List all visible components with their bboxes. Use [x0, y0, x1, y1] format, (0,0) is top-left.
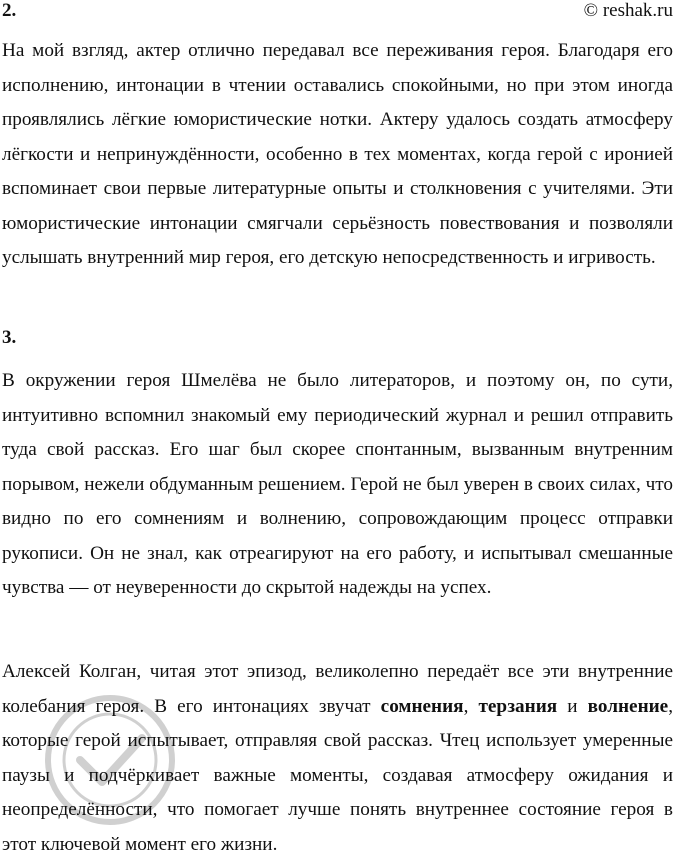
- section-3-paragraph-1: В окружении героя Шмелёва не было литераторов, и поэтому он, по сути, интуитивно вспомнил знакомый ему периодический журнал и решил отправить туда свой рассказ. Его шаг был скорее спонтанным, вызванным внутренним порывом, нежели обдуманным решением. Герой не был уверен в своих силах, что видно по его сомнениям и волнению, сопровождающим процесс отправки рукописи. Он не знал, как отреагируют на его работу, и испытывал смешанные чувства — от неуверенности до скрытой надежды на успех.: [2, 370, 673, 598]
- section-number-2: 2.: [2, 0, 17, 21]
- copyright-label: © reshak.ru: [583, 0, 673, 21]
- bold-word-excitement: волнение: [587, 695, 669, 717]
- separator-2: и: [557, 695, 588, 717]
- section-number-3: 3.: [2, 327, 17, 348]
- separator-1: ,: [463, 695, 479, 717]
- paragraph-2-start: Алексей Колган, читая этот эпизод, великолепно передаёт все эти внутренние колебания героя. В его интонациях звучат: [2, 661, 673, 717]
- paragraph-2-end: , которые герой испытывает, отправляя свой рассказ. Чтец использует умеренные паузы и подчёркивает важные моменты, создавая атмосферу ожидания и неопределённости, что помогает лучше понять внутреннее состояние героя в этот ключевой момент его жизни.: [2, 695, 673, 855]
- section-2-paragraph: На мой взгляд, актер отлично передавал все переживания героя. Благодаря его исполнению, интонации в чтении оставались спокойными, но при этом иногда проявлялись лёгкие юмористические нотки. Актеру удалось создать атмосферу лёгкости и непринуждённости, особенно в тех моментах, когда герой с иронией вспоминает свои первые литературные опыты и столкновения с учителями. Эти юмористические интонации смягчали серьёзность повествования и позволяли услышать внутренний мир героя, его детскую непосредственность и игривость.: [2, 40, 673, 268]
- bold-word-torments: терзания: [478, 695, 558, 717]
- section-3-paragraph-2: [2, 655, 673, 862]
- bold-word-doubts: сомнения: [380, 695, 464, 717]
